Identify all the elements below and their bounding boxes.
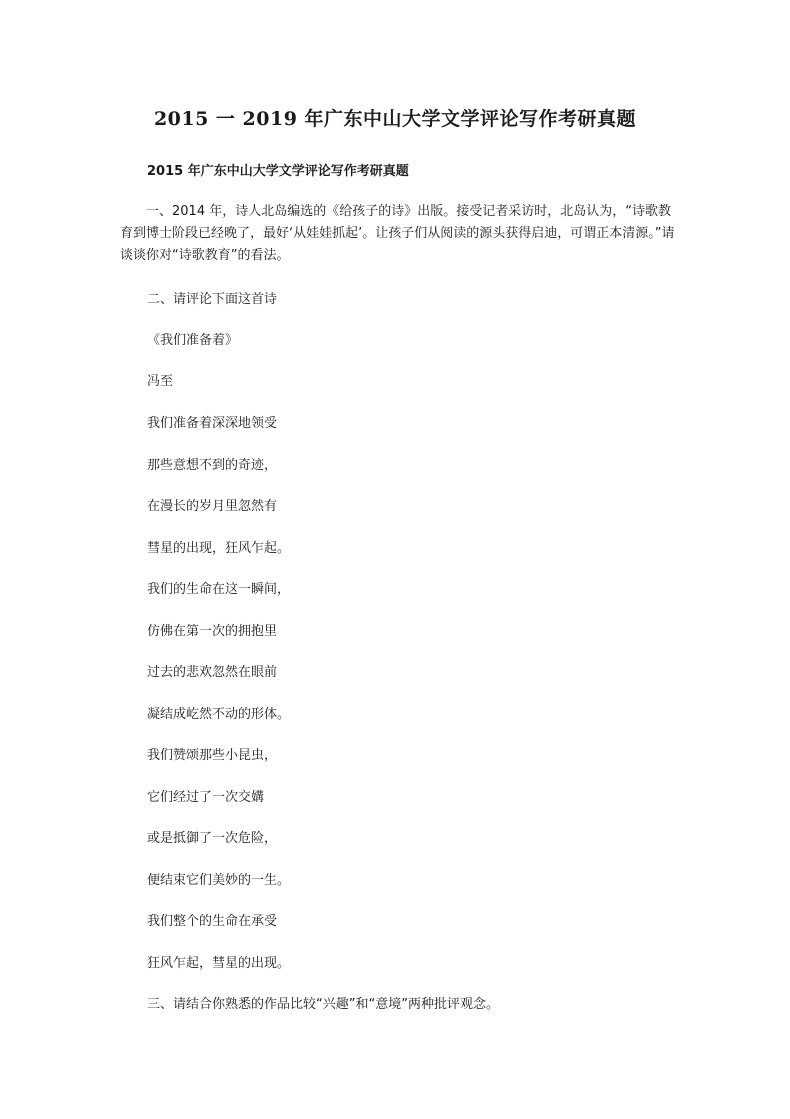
poem-line: 便结束它们美妙的一生。	[147, 873, 291, 888]
poem-line: 凝结成屹然不动的形体。	[147, 707, 291, 722]
poem-line: 仿佛在第一次的拥抱里	[147, 624, 278, 639]
document-title: 2015 一 2019 年广东中山大学文学评论写作考研真题	[153, 108, 637, 130]
poem-title: 《我们准备着》	[147, 333, 239, 348]
poem-line: 狂风乍起，彗星的出现。	[147, 956, 291, 971]
question-3: 三、请结合你熟悉的作品比较“兴趣”和“意境”两种批评观念。	[147, 997, 499, 1012]
poem-line: 过去的悲欢忽然在眼前	[147, 665, 278, 680]
poem-line: 我们的生命在这一瞬间，	[147, 582, 291, 597]
question-1: 一、2014 年，诗人北岛编选的《给孩子的诗》出版。接受记者采访时，北岛认为，“诗歌教育到博士阶段已经晚了，最好‘从娃娃抓起’。让孩子们从阅读的源头获得启迪，可谓正本清源。”请谈谈你对“诗歌教育”的看法。	[120, 204, 675, 263]
poem-line: 它们经过了一次交媾	[147, 790, 265, 805]
question-2: 二、请评论下面这首诗	[147, 292, 278, 307]
poem-line: 彗星的出现，狂风乍起。	[147, 541, 291, 556]
poem-line: 那些意想不到的奇迹，	[147, 458, 278, 473]
section-subtitle: 2015 年广东中山大学文学评论写作考研真题	[147, 164, 409, 179]
poem-line: 我们整个的生命在承受	[147, 914, 278, 929]
poem-line: 或是抵御了一次危险，	[147, 831, 278, 846]
poem-line: 我们赞颂那些小昆虫，	[147, 748, 278, 763]
poem-line: 我们准备着深深地领受	[147, 416, 278, 431]
poem-line: 在漫长的岁月里忽然有	[147, 499, 278, 514]
poem-author: 冯至	[147, 374, 174, 389]
